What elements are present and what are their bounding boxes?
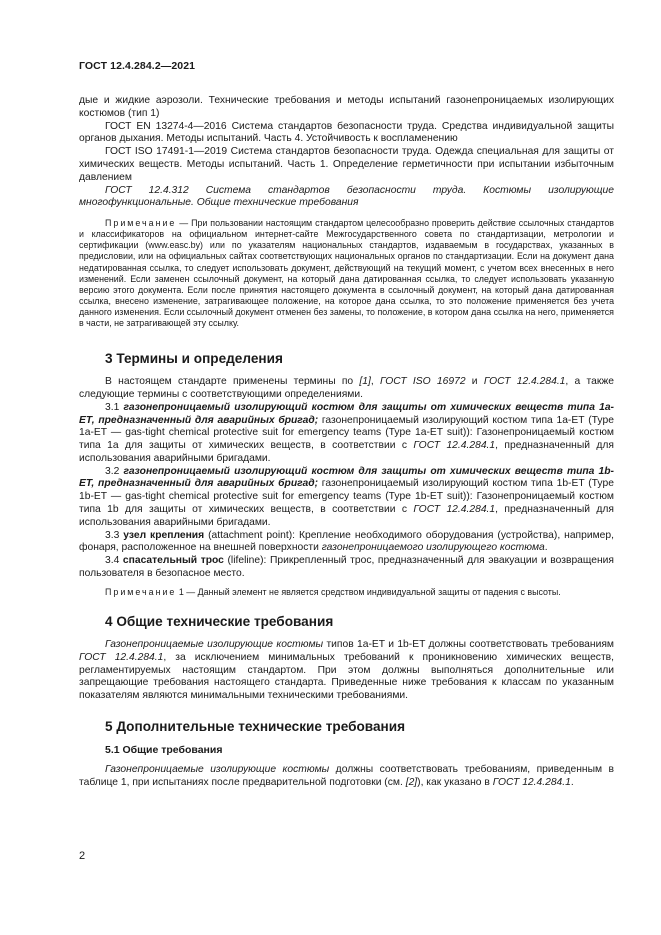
term-name: газонепроницаемый изолирующий костюм для защиты от химических веществ типа 1а-ЕТ, предназначенный для аварийных бригад; [79,401,614,426]
paragraph-text: . [570,776,574,788]
term-emphasis: Газонепроницаемые изолирующие костюмы [105,638,324,650]
references-note [79,218,614,329]
term-name: узел крепления [123,529,205,541]
term-3-2 [79,466,614,530]
term-definition: газонепроницаемый изолирующий костюм типа 1а-ЕТ (Type 1a-ET — gas-tight chemical protective suit for emergency teams (Type 1a-ET suit)): Газонепроницаемый костюм типа 1а для защиты от химических веществ, в соответствии с [79,414,614,452]
term-definition: газонепроницаемый изолирующий костюм типа 1b-ET (Type 1b-ET — gas-tight chemical protective suit for emergency teams (Type 1b-ET suit)): Газонепроницаемый костюм типа 1b для защиты от химических веществ, в соответствии с [79,478,614,516]
term-3-1 [79,402,614,466]
section-5-heading: 5 Дополнительные технические требования [105,718,406,734]
standard-ref: ГОСТ 12.4.284.1 [492,776,571,788]
page-number: 2 [79,850,86,862]
standard-ref: ГОСТ 12.4.284.1 [483,376,566,388]
references-continuation: дые и жидкие аэрозоли. Технические требования и методы испытаний газонепроницаемых изолирующих костюмов (тип 1) [79,95,614,119]
section-4-paragraph [79,639,614,703]
term-3-4 [79,555,614,581]
term-note [79,587,614,598]
term-3-3 [79,530,614,556]
bibliography-ref: [1] [359,376,371,388]
term-emphasis: Газонепроницаемые изолирующие костюмы [105,763,330,775]
term-number: 3.1 [105,401,124,413]
term-definition: (attachment point): Крепление необходимого оборудования (устройства), например, фонаря, расположенное на внешней поверхности [79,529,614,554]
term-name: газонепроницаемый изолирующий костюм для защиты от химических веществ типа 1b-ET, предназначенный для аварийных бригад; [79,465,614,490]
paragraph-text: ), как указано в [417,776,493,788]
term-definition: (lifeline): Прикрепленный трос, предназначенный для эвакуации и возвращения пользователя в безопасное место. [79,555,614,580]
note-number: 1 [176,586,184,597]
reference-gost-en-13274-4: ГОСТ EN 13274-4—2016 Система стандартов безопасности труда. Средства индивидуальной защиты органов дыхания. Методы испытаний. Часть 4. Устойчивость к воспламенению [79,120,614,145]
reference-gost-12-4-312: ГОСТ 12.4.312 Система стандартов безопасности труда. Костюмы изолирующие многофункциональные. Общие технические требования [79,184,614,209]
term-definition-end: . [544,542,548,554]
terms-intro-text: , а также следующие термины с соответствующими определениями. [79,376,614,400]
reference-gost-iso-17491-1: ГОСТ ISO 17491-1—2019 Система стандартов безопасности труда. Одежда специальная для защиты от химических веществ. Методы испытаний. Часть 1. Определение герметичности при испытании избыточным давлением [79,146,614,183]
note-label: Примечание [105,218,177,229]
subsection-5-1-heading: 5.1 Общие требования [105,743,223,756]
term-definition-end: , предназначенный для использования аварийными бригадами. [79,440,614,464]
standard-ref: ГОСТ 12.4.284.1 [79,651,164,663]
terms-intro [79,376,614,402]
note-text: — При пользовании настоящим стандартом целесообразно проверить действие ссылочных стандартов и классификаторов на официальном интернет-сайте Межгосударственного совета по стандартизации, метрологии и сертификации (www.easc.by) или по указателям национальных стандартов, издаваемым в государствах, указанных в предисловии, или на официальных сайтах соответствующих национальных органов по стандартизации. Если на документ дана недатированная ссылка, то следует использовать документ, действующий на текущий момент, с учетом всех внесенных в него изменений. Если заменен ссылочный документ, на который дана датированная ссылка, то следует использовать указанную версию этого документа. Если после принятия настоящего документа в ссылочный документ, на который дана датированная ссылка, внесено изменение, затрагивающее положение, на которое дана ссылка, то это положение применяется без учета данного изменения. Если ссылочный документ отменен без замены, то положение, в котором дана ссылка на него, применяется в части, не затрагивающей эту ссылку. [79,218,614,329]
term-number: 3.3 [105,529,124,541]
document-code-header: ГОСТ 12.4.284.2—2021 [79,60,196,72]
terms-intro-sep: и [465,376,484,388]
bibliography-ref: [2] [405,776,418,788]
page-content [79,95,614,790]
term-definition-end: , предназначенный для использования аварийными бригадами. [79,504,614,528]
paragraph-text: должны соответствовать требованиям, приведенным в таблице 1, при испытаниях после предварительной подготовки (см. [79,763,614,788]
term-name: спасательный трос [122,555,224,567]
terms-intro-sep: , [370,376,380,388]
paragraph-text: , за исключением минимальных требований к проникновению химических веществ, регламентируемых настоящим стандартом. При этом должны выполняться дополнительные или запрещающие требования настоящего стандарта. Приведенные ниже требования к классам по указанным показателям являются минимальными техническими требованиями. [79,651,615,702]
note-text: — Данный элемент не является средством индивидуальной защиты от падения с высоты. [183,586,561,597]
section-3-heading: 3 Термины и определения [105,351,283,367]
term-emphasis: газонепроницаемого изолирующего костюма [321,542,545,554]
section-4-heading: 4 Общие технические требования [105,613,334,629]
section-5-1-paragraph [79,764,614,790]
standard-ref: ГОСТ ISO 16972 [380,376,466,388]
standard-ref: ГОСТ 12.4.284.1 [413,440,496,452]
standard-ref: ГОСТ 12.4.284.1 [413,504,496,516]
term-number: 3.2 [105,465,124,477]
terms-intro-text: В настоящем стандарте применены термины по [105,376,360,388]
note-label: Примечание [105,586,177,597]
term-number: 3.4 [105,555,123,567]
paragraph-text: типов 1a-ET и 1b-ET должны соответствовать требованиям [323,638,615,650]
